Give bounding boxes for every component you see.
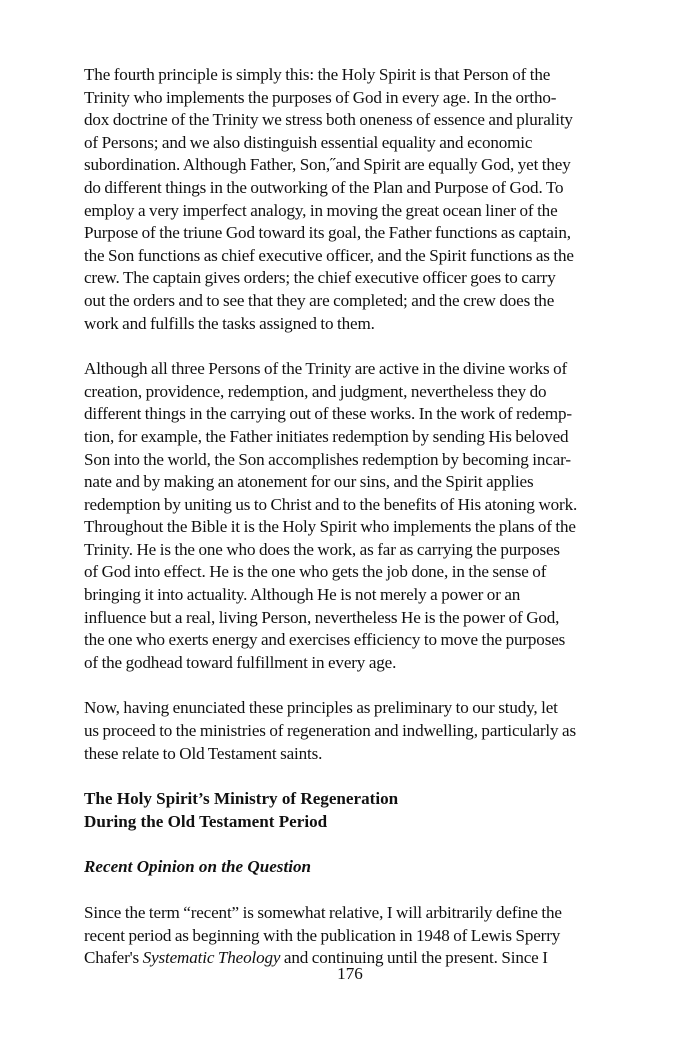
text-line: Purpose of the triune God toward its goal, the Father functions as captain, (84, 223, 571, 243)
book-title: Systematic Theology (142, 948, 281, 968)
heading-line: The Holy Spirit’s Ministry of Regeneration (84, 789, 399, 809)
text-line: Trinity. He is the one who does the work, as far as carrying the purposes (84, 539, 560, 559)
paragraph-trinity-works (84, 358, 644, 674)
text-line: recent period as beginning with the publication in 1948 of Lewis Sperry (84, 925, 561, 945)
text-line: redemption by uniting us to Christ and to the benefits of His atoning work. (84, 494, 578, 514)
subheading: Recent Opinion on the Question (84, 857, 312, 877)
text-line: Since the term “recent” is somewhat relative, I will arbitrarily define the (84, 903, 562, 922)
text-line: crew. The captain gives orders; the chief executive officer goes to carry (84, 268, 556, 288)
text-line: tion, for example, the Father initiates redemption by sending His beloved (84, 426, 569, 446)
text-line: of Persons; and we also distinguish essential equality and economic (84, 132, 533, 152)
paragraph-fourth-principle (84, 64, 644, 335)
text-fragment: Chafer's (84, 948, 143, 968)
text-line: of the godhead toward fulfillment in every age. (84, 652, 397, 672)
text-line: employ a very imperfect analogy, in moving the great ocean liner of the (84, 200, 558, 220)
paragraph-spacer (84, 674, 644, 697)
text-line: The fourth principle is simply this: the Holy Spirit is that Person of the (84, 65, 551, 84)
text-line: do different things in the outworking of the Plan and Purpose of God. To (84, 177, 564, 197)
section-heading (84, 788, 644, 833)
text-line: Trinity who implements the purposes of God in every age. In the ortho- (84, 87, 557, 107)
text-line: of God into effect. He is the one who gets the job done, in the sense of (84, 562, 547, 582)
paragraph-spacer (84, 833, 644, 856)
text-line: different things in the carrying out of these works. In the work of redemp- (84, 404, 572, 424)
text-line: influence but a real, living Person, nevertheless He is the power of God, (84, 607, 560, 627)
text-line: Son into the world, the Son accomplishes redemption by becoming incar- (84, 449, 571, 469)
paragraph-recent-period (84, 902, 644, 970)
paragraph-spacer (84, 879, 644, 902)
text-line: nate and by making an atonement for our sins, and the Spirit applies (84, 472, 534, 492)
page-body (84, 64, 644, 970)
text-line: Although all three Persons of the Trinity are active in the divine works of (84, 359, 568, 379)
text-line: the one who exerts energy and exercises efficiency to move the purposes (84, 630, 566, 650)
text-line: creation, providence, redemption, and judgment, nevertheless they do (84, 381, 547, 401)
paragraph-preliminary (84, 697, 644, 765)
text-line: subordination. Although Father, Son,˝and Spirit are equally God, yet they (84, 155, 571, 175)
text-line: these relate to Old Testament saints. (84, 743, 323, 763)
text-line: the Son functions as chief executive officer, and the Spirit functions as the (84, 245, 574, 265)
text-line: work and fulfills the tasks assigned to them. (84, 313, 375, 333)
text-line: Now, having enunciated these principles as preliminary to our study, let (84, 698, 558, 718)
text-line: us proceed to the ministries of regeneration and indwelling, particularly as (84, 721, 576, 741)
text-line: dox doctrine of the Trinity we stress both oneness of essence and plurality (84, 110, 573, 130)
heading-line: During the Old Testament Period (84, 811, 328, 831)
text-fragment: and continuing until the present. Since I (280, 948, 548, 968)
text-line: bringing it into actuality. Although He is not merely a power or an (84, 585, 521, 605)
paragraph-spacer (84, 335, 644, 358)
page-number: 176 (337, 964, 363, 983)
text-line: out the orders and to see that they are completed; and the crew does the (84, 290, 555, 310)
text-line: Throughout the Bible it is the Holy Spirit who implements the plans of the (84, 517, 576, 537)
paragraph-spacer (84, 765, 644, 788)
